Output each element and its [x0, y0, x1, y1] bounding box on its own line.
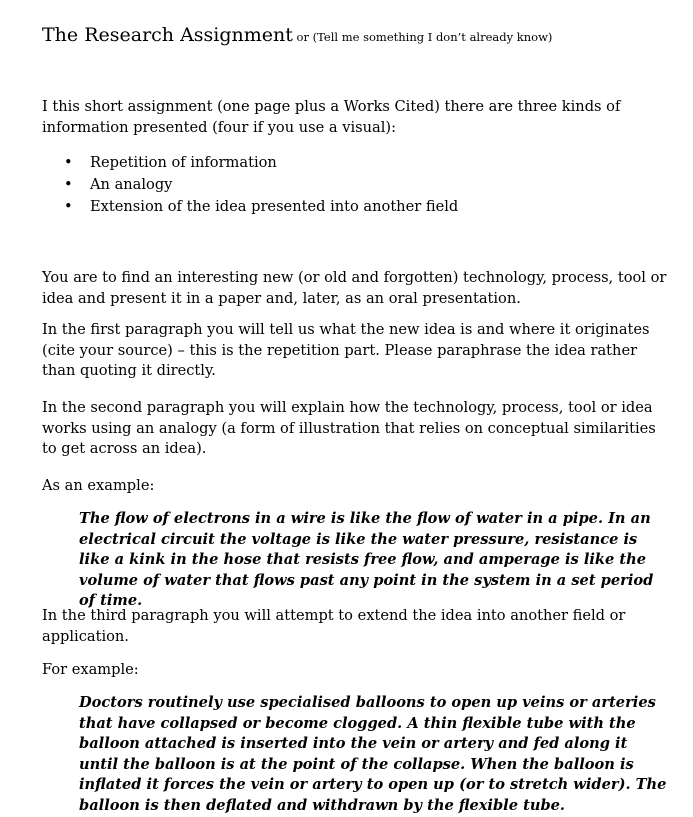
list-item-text: An analogy	[90, 176, 173, 193]
task-paragraph: You are to find an interesting new (or old and forgotten) technology, process, tool or idea and present it in a paper and, later, as an oral presentation.	[42, 269, 667, 307]
second-paragraph-instructions: In the second paragraph you will explain how the technology, process, tool or idea works using an analogy (a form of illustration that relies on conceptual similarities to get across an idea).	[42, 399, 656, 457]
document-title	[42, 24, 552, 46]
intro-paragraph: I this short assignment (one page plus a Works Cited) there are three kinds of information presented (four if you use a visual):	[42, 98, 621, 136]
first-paragraph-instructions: In the first paragraph you will tell us what the new idea is and where it originates (cite your source) – this is the repetition part. Please paraphrase the idea rather than quoting it directly.	[42, 321, 650, 379]
bullet-icon: •	[64, 154, 73, 171]
list-item	[42, 196, 458, 218]
list-item-text: Extension of the idea presented into another field	[90, 198, 459, 215]
bullet-list	[42, 152, 458, 218]
bullet-icon: •	[64, 176, 73, 193]
for-example-label: For example:	[42, 661, 139, 678]
extension-example: Doctors routinely use specialised balloons to open up veins or arteries that have collapsed or become clogged. A thin flexible tube with the balloon attached is inserted into the vein or artery and fed along it until the balloon is at the point of the collapse. When the balloon is inflated it forces the vein or artery to open up (or to stretch wider). The balloon is then deflated and withdrawn by the flexible tube.	[79, 694, 667, 814]
bullet-icon: •	[64, 198, 73, 215]
title-main: The Research Assignment	[42, 24, 293, 46]
title-subtitle: or (Tell me something I don’t already know)	[292, 30, 553, 44]
list-item-text: Repetition of information	[90, 154, 277, 171]
as-example-label: As an example:	[42, 477, 155, 494]
third-paragraph-instructions: In the third paragraph you will attempt to extend the idea into another field or application.	[42, 607, 626, 645]
analogy-example: The flow of electrons in a wire is like the flow of water in a pipe. In an electrical circuit the voltage is like the water pressure, resistance is like a kink in the hose that resists free flow, and amperage is like the volume of water that flows past any point in the system in a set period of time.	[79, 510, 654, 609]
list-item	[42, 152, 458, 174]
list-item	[42, 174, 458, 196]
